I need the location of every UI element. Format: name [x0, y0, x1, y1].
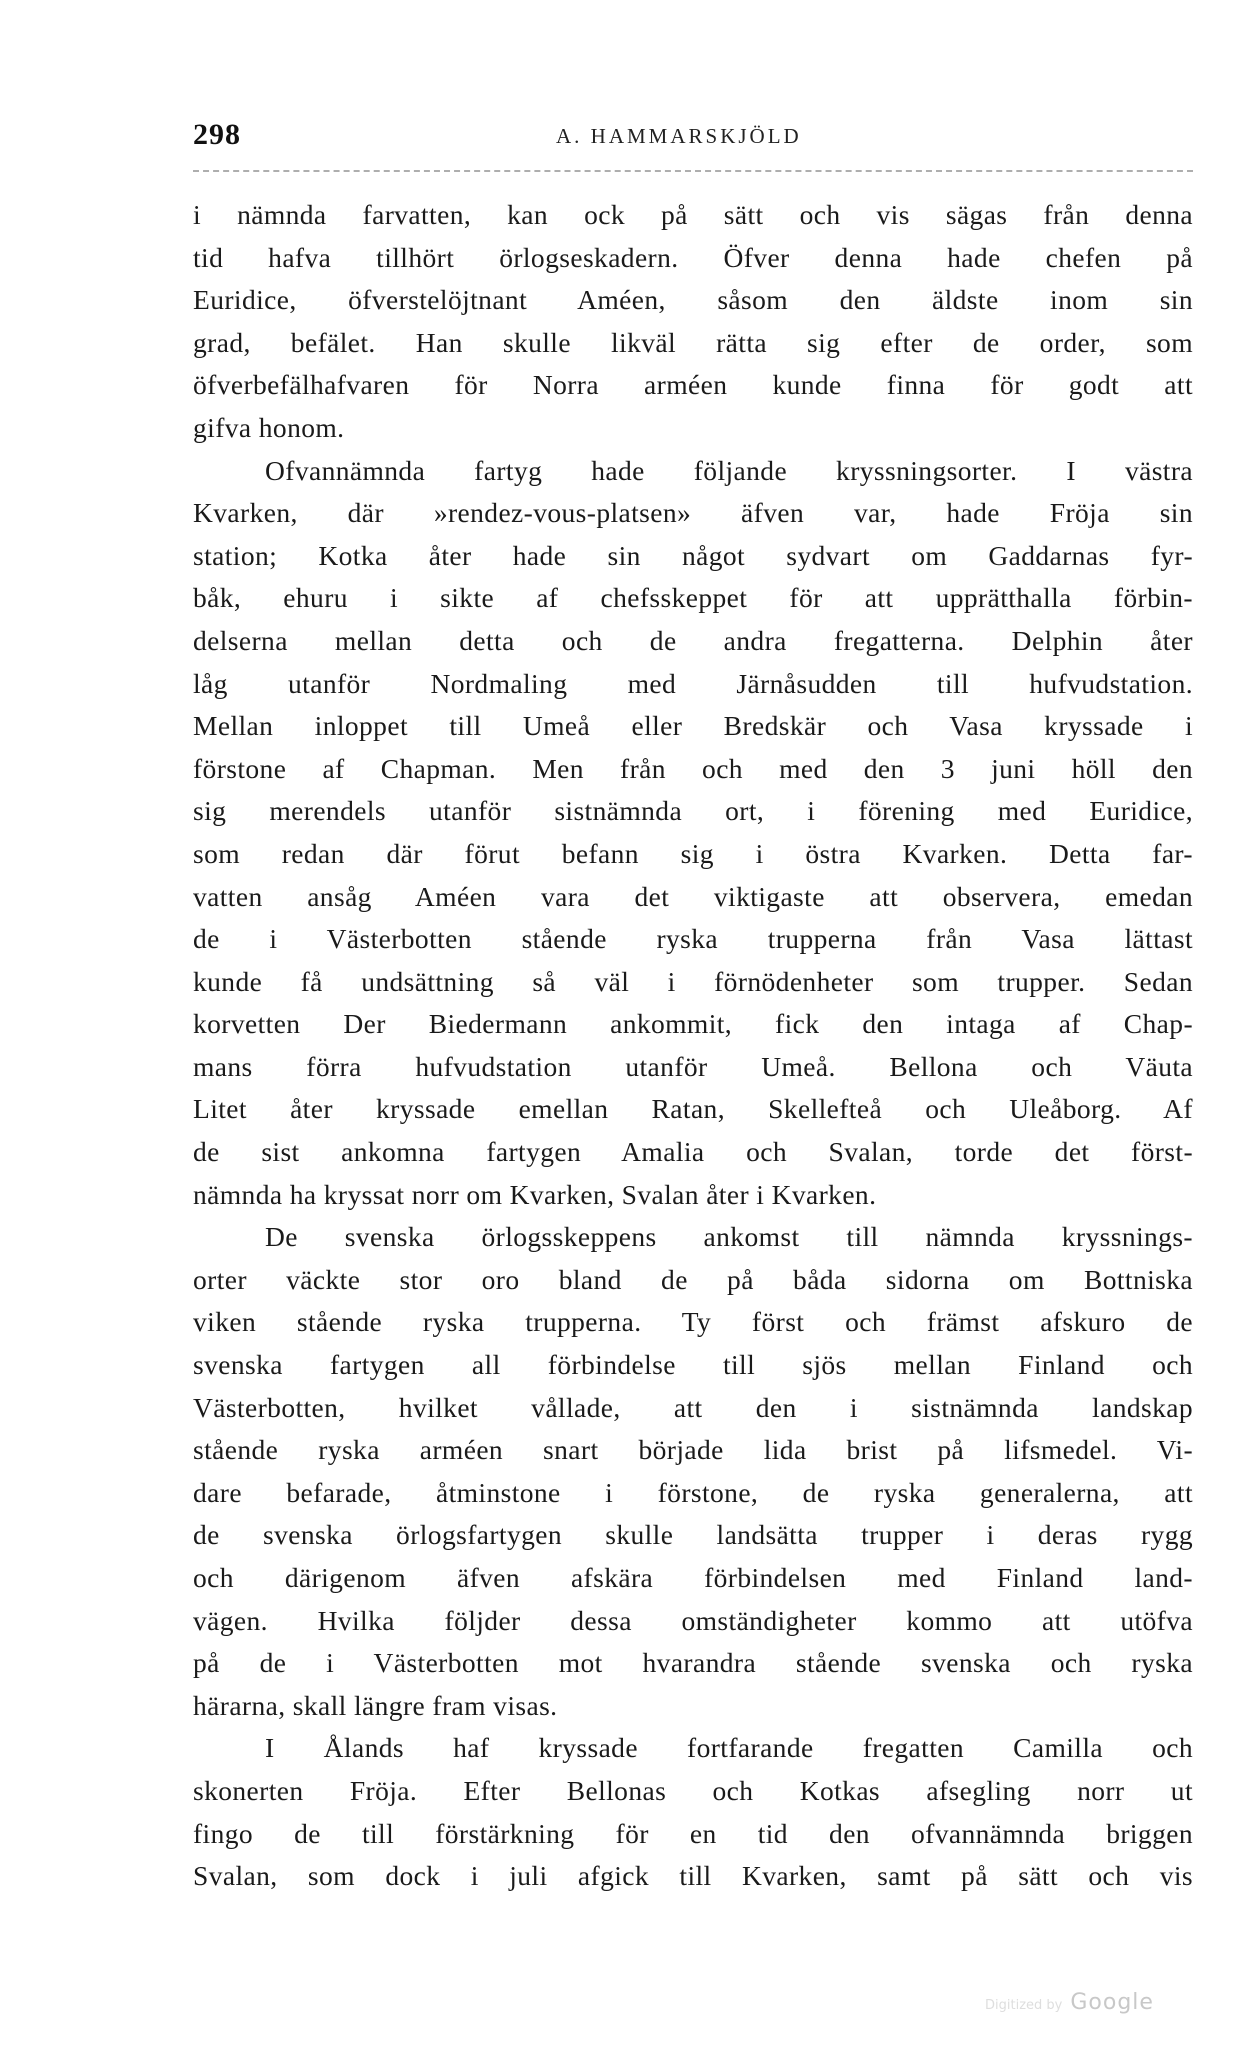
text-line: båk, ehuru i sikte af chefsskeppet för att upprätthalla förbin- — [193, 582, 1193, 614]
text-line: vägen. Hvilka följder dessa omständigheter kommo att utöfva — [193, 1604, 1193, 1636]
text-line: Litet åter kryssade emellan Ratan, Skellefteå och Uleåborg. Af — [193, 1093, 1193, 1125]
header-rule — [193, 170, 1193, 172]
text-line: korvetten Der Biedermann ankommit, fick den intaga af Chap- — [193, 1008, 1193, 1040]
text-line: i nämnda farvatten, kan ock på sätt och vis sägas från denna — [193, 199, 1193, 230]
text-line: Kvarken, där »rendez-vous-platsen» äfven var, hade Fröja sin — [193, 497, 1193, 529]
running-head: A. HAMMARSKJÖLD — [556, 124, 802, 148]
page-number: 298 — [193, 118, 241, 151]
text-line: Svalan, som dock i juli afgick till Kvarken, samt på sätt och vis — [193, 1860, 1193, 1892]
text-line: delserna mellan detta och de andra fregatterna. Delphin åter — [193, 624, 1193, 656]
text-line: dare befarade, åtminstone i förstone, de ryska generalerna, att — [193, 1476, 1193, 1508]
watermark-prefix: Digitized by — [985, 1998, 1063, 2013]
text-line: svenska fartygen all förbindelse till sjös mellan Finland och — [193, 1349, 1193, 1381]
text-line: härarna, skall längre fram visas. — [193, 1689, 558, 1721]
google-watermark — [985, 1990, 1154, 2015]
text-line: Ofvannämnda fartyg hade följande kryssningsorter. I västra — [265, 454, 1193, 486]
text-line: sig merendels utanför sistnämnda ort, i förening med Euridice, — [193, 795, 1193, 827]
text-line: fingo de till förstärkning för en tid den ofvannämnda briggen — [193, 1817, 1193, 1849]
text-line: öfverbefälhafvaren för Norra arméen kunde finna för godt att — [193, 369, 1193, 401]
text-line: mans förra hufvudstation utanför Umeå. Bellona och Väuta — [193, 1050, 1193, 1082]
text-line: Västerbotten, hvilket vållade, att den i sistnämnda landskap — [193, 1391, 1193, 1423]
text-line: I Ålands haf kryssade fortfarande fregatten Camilla och — [265, 1732, 1193, 1764]
text-line: orter väckte stor oro bland de på båda sidorna om Bottniska — [193, 1263, 1193, 1295]
text-line: grad, befälet. Han skulle likväl rätta sig efter de order, som — [193, 326, 1193, 358]
text-line: stående ryska arméen snart började lida brist på lifsmedel. Vi- — [193, 1434, 1193, 1466]
text-line: tid hafva tillhört örlogseskadern. Öfver denna hade chefen på — [193, 241, 1193, 273]
text-line: de svenska örlogsfartygen skulle landsätta trupper i deras rygg — [193, 1519, 1193, 1551]
text-line: De svenska örlogsskeppens ankomst till nämnda kryssnings- — [265, 1221, 1193, 1253]
text-line: vatten ansåg Améen vara det viktigaste att observera, emedan — [193, 880, 1193, 912]
text-line: de sist ankomna fartygen Amalia och Svalan, torde det först- — [193, 1136, 1193, 1168]
text-line: nämnda ha kryssat norr om Kvarken, Svalan åter i Kvarken. — [193, 1178, 877, 1210]
text-line: som redan där förut befann sig i östra Kvarken. Detta far- — [193, 837, 1193, 869]
page-header — [193, 118, 1193, 158]
text-line: Euridice, öfverstelöjtnant Améen, såsom den äldste inom sin — [193, 284, 1193, 316]
text-line: station; Kotka åter hade sin något sydvart om Gaddarnas fyr- — [193, 539, 1193, 571]
text-line: kunde få undsättning så väl i förnödenheter som trupper. Sedan — [193, 965, 1193, 997]
text-line: Mellan inloppet till Umeå eller Bredskär och Vasa kryssade i — [193, 710, 1193, 742]
text-line: och därigenom äfven afskära förbindelsen med Finland land- — [193, 1562, 1193, 1593]
text-line: de i Västerbotten stående ryska trupperna från Vasa lättast — [193, 923, 1193, 955]
text-line: skonerten Fröja. Efter Bellonas och Kotkas afsegling norr ut — [193, 1774, 1193, 1806]
text-line: gifva honom. — [193, 411, 345, 443]
watermark-brand: Google — [1070, 1990, 1154, 2015]
text-line: på de i Västerbotten mot hvarandra stående svenska och ryska — [193, 1647, 1193, 1679]
text-line: förstone af Chapman. Men från och med den 3 juni höll den — [193, 752, 1193, 784]
text-line: låg utanför Nordmaling med Järnåsudden till hufvudstation. — [193, 667, 1193, 699]
text-line: viken stående ryska trupperna. Ty först och främst afskuro de — [193, 1306, 1193, 1338]
body-text — [193, 194, 1193, 1898]
